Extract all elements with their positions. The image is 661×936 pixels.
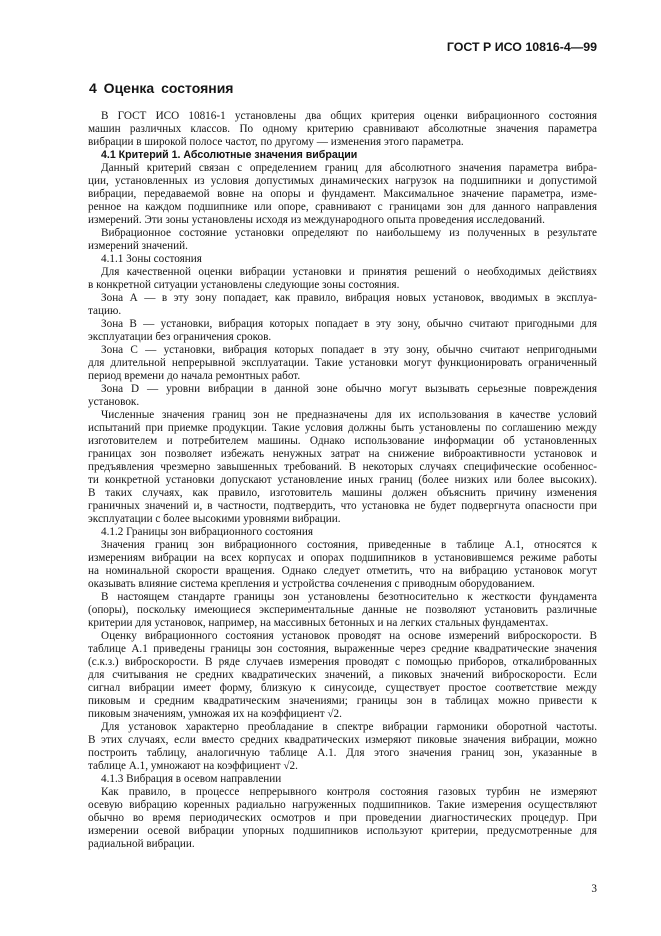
paragraph-line: таблице А.1, умножают на коэффициент √2. — [88, 759, 298, 772]
clause-heading: 4.1.2 Границы зон вибрационного состояния — [101, 525, 314, 538]
paragraph — [88, 227, 597, 253]
paragraph-line: В ГОСТ ИСО 10816-1 установлены два общих критерия оценки вибрационного состояния — [101, 109, 597, 122]
radicand: 2 — [289, 759, 296, 772]
paragraph-line: Данный критерий связан с определением границ для абсолютного значения параметра вибра- — [101, 161, 597, 174]
paragraph-line: Зона В — установки, вибрация которых попадает в эту зону, обычно считают пригодными для — [101, 317, 597, 330]
clause-heading: 4.1 Критерий 1. Абсолютные значения вибрации — [101, 148, 358, 161]
paragraph-line: В настоящем стандарте границы зон установлены безотносительно к жесткости фундамента — [101, 590, 597, 603]
paragraph-line: таблице А.1 приведены границы зон состояния, выраженные через средние квадратические значения — [88, 642, 597, 655]
paragraph — [88, 630, 597, 721]
paragraph-line: изготовителем и потребителем машины. Однако использование информации об установленных — [88, 434, 597, 447]
document-body — [88, 110, 597, 851]
paragraph-line: Для качественной оценки вибрации установки и принятия решений о необходимых действиях — [101, 265, 597, 278]
paragraph-line: В таких случаях, как правило, изготовитель машины должен объяснить причину изменения — [88, 486, 597, 499]
paragraph-line: измерений значений. — [88, 239, 188, 252]
paragraph-line: Для установок характерно преобладание в спектре вибрации гармоники оборотной частоты. — [101, 720, 597, 733]
paragraph-line: на номинальной скорости вращения. Однако следует отметить, что на вибрацию установок могут — [88, 564, 597, 577]
paragraph-line: пиковым значениям, умножая их на коэффициент √2. — [88, 707, 342, 720]
paragraph-line: вибрации в широкой полосе частот, по другому — изменения этого параметра. — [88, 135, 464, 148]
paragraph-line: Численные значения границ зон не предназначены для их использования в качестве условий — [101, 408, 597, 421]
paragraph-line: измерениям вибрации на всех корпусах и опорах подшипников в установившемся режиме работы — [88, 551, 597, 564]
clause-heading: 4.1.3 Вибрация в осевом направлении — [101, 772, 282, 785]
section-title: 4 Оценка состояния — [89, 80, 234, 96]
paragraph-line: сигнал вибрации имеет форму, близкую к синусоиде, существует простое соответствие между — [88, 681, 597, 694]
paragraph-line: испытаний при приемке продукции. Такие условия должны быть установлены по соглашению между — [88, 421, 597, 434]
paragraph-line: ти конкретной установки допускают установление иных границ (более низких или более высоких). — [88, 473, 597, 486]
paragraph-line: критерии для установок, например, на массивных бетонных и на легких стальных фундаментах. — [88, 616, 549, 629]
zone-d-paragraph — [88, 383, 597, 409]
paragraph-line: граничных значений и, в частности, подтвердить, что установка не будет подвергнута опасности при — [88, 499, 597, 512]
paragraph-line: осевую вибрацию коренных радиально нагруженных подшипников. Такие измерения осуществляют — [88, 798, 597, 811]
paragraph — [88, 721, 597, 773]
paragraph-line: ции, установленных из условия допустимых динамических нагрузок на подшипники и допустимой — [88, 174, 597, 187]
paragraph — [88, 409, 597, 526]
paragraph-line: ренное на каждом подшипнике или опоре, сравнивают с границами зон для данного направления — [88, 200, 597, 213]
paragraph-line: Вибрационное состояние установки определяют по наибольшему из полученных в результате — [101, 226, 597, 239]
paragraph-line: границах зон позволяет избежать ненужных затрат на снижение виброактивности установок и — [88, 447, 597, 460]
paragraph-line: Зона D — уровни вибрации в данной зоне обычно могут вызывать серьезные повреждения — [101, 382, 597, 395]
paragraph-line: предъявления чрезмерно завышенных требований. В некоторых случаях специфические особеннос- — [88, 460, 597, 473]
running-header-standard-code: ГОСТ Р ИСО 10816-4—99 — [446, 40, 597, 54]
paragraph-line: тацию. — [88, 304, 122, 317]
paragraph-line: (опоры), поскольку имеющиеся экспериментальные данные не позволяют установить различные — [88, 603, 597, 616]
paragraph-line: В этих случаях, если вместо средних квадратических измеряют пиковые значения вибрации, можно — [88, 733, 597, 746]
paragraph — [88, 591, 597, 630]
zone-b-paragraph — [88, 318, 597, 344]
paragraph-line: измерении осевой вибрации упорных подшипников используют критерии, предусмотренные для — [88, 824, 597, 837]
zone-c-paragraph — [88, 344, 597, 383]
paragraph-line: в конкретной ситуации установлены следующие зоны состояния. — [88, 278, 400, 291]
paragraph — [88, 786, 597, 851]
paragraph-line: Как правило, в процессе непрерывного контроля состояния газовых турбин не измеряют — [101, 785, 597, 798]
paragraph-line: обычно во время периодических осмотров и при проведении диагностических процедур. При — [88, 811, 597, 824]
paragraph-line: измерений. Эти зоны установлены исходя из международного опыта проведения исследований. — [88, 213, 545, 226]
page-number: 3 — [591, 883, 597, 895]
paragraph — [88, 266, 597, 292]
paragraph-line: вибрации, передаваемой вовне на опоры и фундамент. Максимальное значение параметра, изме- — [88, 187, 597, 200]
paragraph-line: для считывания не средних квадратических значений, а пиковых значений виброскорости. Если — [88, 668, 597, 681]
paragraph-line: Зона А — в эту зону попадает, как правило, вибрация новых установок, вводимых в эксплуа- — [101, 291, 597, 304]
paragraph-line: эксплуатации с более высокими уровнями вибрации. — [88, 512, 341, 525]
zone-a-paragraph — [88, 292, 597, 318]
paragraph-line: эксплуатации без ограничения сроков. — [88, 330, 272, 343]
paragraph — [88, 539, 597, 591]
paragraph-line: период времени до начала ремонтных работ. — [88, 369, 301, 382]
paragraph-line: (с.к.з.) виброскорости. В ряде случаев измерения проводят с помощью приборов, откалиброванных — [88, 655, 597, 668]
paragraph — [88, 162, 597, 227]
paragraph-line: пиковым и средним квадратическим значениями; границы зон в таблицах можно привести к — [88, 694, 597, 707]
clause-heading: 4.1.1 Зоны состояния — [101, 252, 202, 265]
paragraph-line: Значения границ зон вибрационного состояния, приведенные в таблице А.1, относятся к — [101, 538, 597, 551]
paragraph-line: радиальной вибрации. — [88, 837, 195, 850]
paragraph-line: оказывать влияние система крепления и устройства сочленения с приводным оборудованием. — [88, 577, 535, 590]
paragraph-line: для длительной непрерывной эксплуатации. Такие установки могут функционировать ограниченный — [88, 356, 597, 369]
paragraph — [88, 110, 597, 149]
paragraph-line: Зона С — установки, вибрация которых попадает в эту зону, обычно считают непригодными — [101, 343, 597, 356]
paragraph-line: машин различных классов. По одному критерию сравнивают абсолютные значения параметра — [88, 122, 597, 135]
paragraph-line: Оценку вибрационного состояния установок проводят на основе измерений виброскорости. В — [101, 629, 597, 642]
paragraph-line: установок. — [88, 395, 140, 408]
radicand: 2 — [333, 707, 340, 720]
paragraph-line: построить таблицу, аналогичную таблице А.1. Для этого значения границ зон, указанные в — [88, 746, 597, 759]
